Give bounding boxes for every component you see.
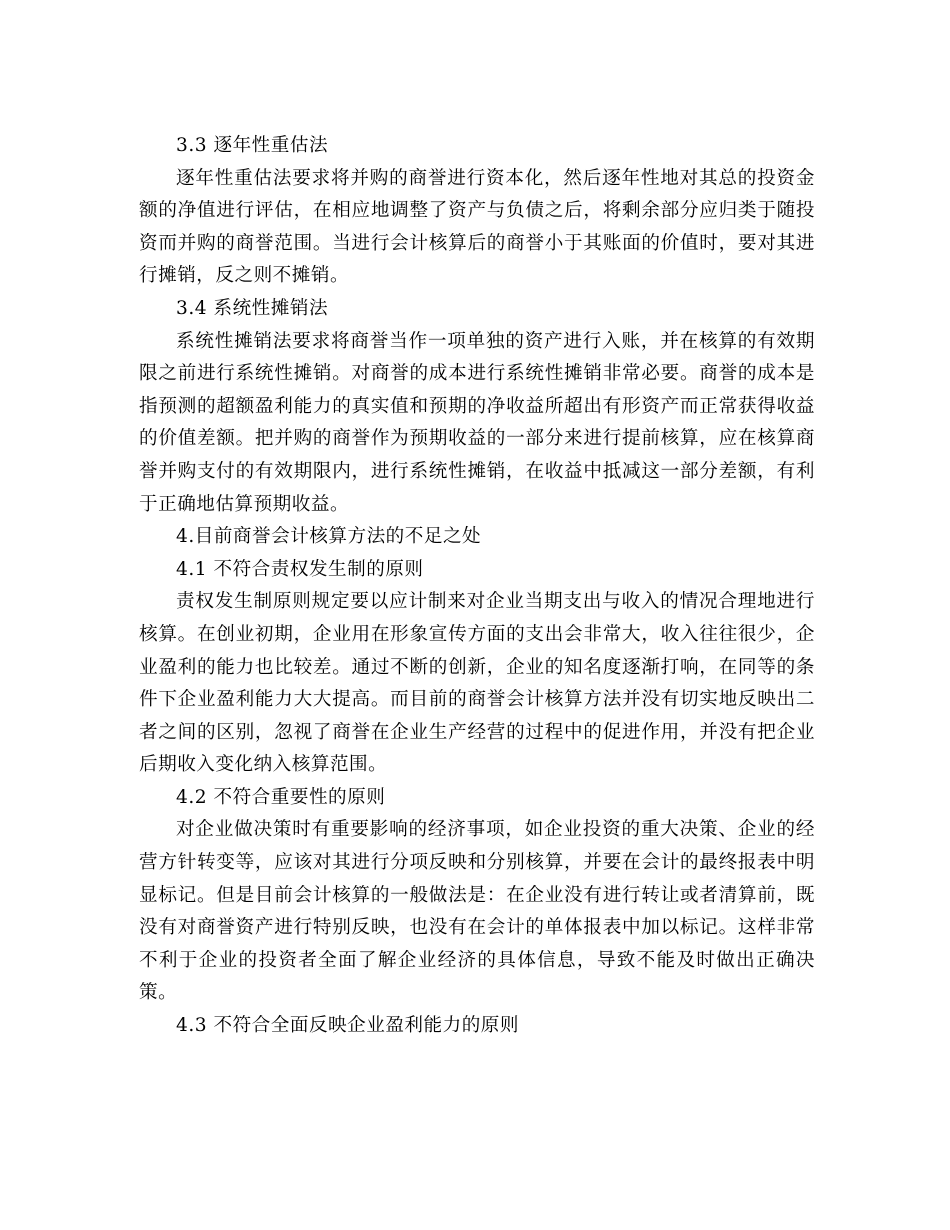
paragraph-3-3: 逐年性重估法要求将并购的商誉进行资本化，然后逐年性地对其总的投资金额的净值进行评估，在相应地调整了资产与负债之后，将剩余部分应归类于随投资而并购的商誉范围。当进行会计核算后的商誉小于其账面的价值时，要对其进行摊销，反之则不摊销。 — [139, 167, 815, 287]
paragraph-3-4: 系统性摊销法要求将商誉当作一项单独的资产进行入账，并在核算的有效期限之前进行系统性摊销。对商誉的成本进行系统性摊销非常必要。商誉的成本是指预测的超额盈利能力的真实值和预期的净收益所超出有形资产而正常获得收益的价值差额。把并购的商誉作为预期收益的一部分来进行提前核算，应在核算商誉并购支付的有效期限内，进行系统性摊销，在收益中抵减这一部分差额，有利于正确地估算预期收益。 — [139, 330, 815, 515]
paragraph-4-2: 对企业做决策时有重要影响的经济事项，如企业投资的重大决策、企业的经营方针转变等，应该对其进行分项反映和分别核算，并要在会计的最终报表中明显标记。但是目前会计核算的一般做法是：在企业没有进行转让或者清算前，既没有对商誉资产进行特别反映，也没有在会计的单体报表中加以标记。这样非常不利于企业的投资者全面了解企业经济的具体信息，导致不能及时做出正确决策。 — [139, 819, 815, 1004]
paragraph-4-1: 责权发生制原则规定要以应计制来对企业当期支出与收入的情况合理地进行核算。在创业初期，企业用在形象宣传方面的支出会非常大，收入往往很少，企业盈利的能力也比较差。通过不断的创新，企业的知名度逐渐打响，在同等的条件下企业盈利能力大大提高。而目前的商誉会计核算方法并没有切实地反映出二者之间的区别，忽视了商誉在企业生产经营的过程中的促进作用，并没有把企业后期收入变化纳入核算范围。 — [139, 591, 815, 776]
heading-4: 4.目前商誉会计核算方法的不足之处 — [176, 526, 482, 548]
heading-3-3: 3.3 逐年性重估法 — [176, 135, 329, 156]
heading-4-2: 4.2 不符合重要性的原则 — [176, 786, 386, 808]
heading-4-1: 4.1 不符合责权发生制的原则 — [176, 558, 424, 580]
heading-4-3: 4.3 不符合全面反映企业盈利能力的原则 — [176, 1015, 519, 1037]
heading-3-4: 3.4 系统性摊销法 — [176, 297, 329, 319]
document-body — [139, 130, 815, 1043]
